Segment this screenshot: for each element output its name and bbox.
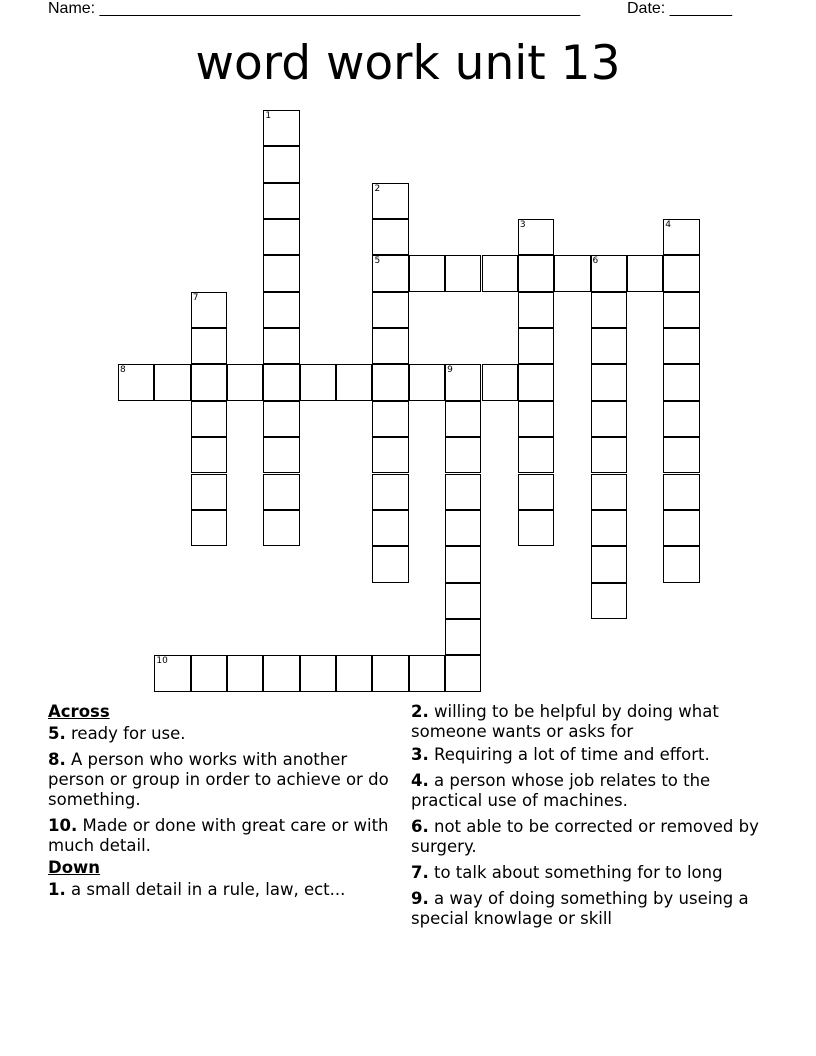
grid-cell xyxy=(482,255,518,291)
grid-cell xyxy=(227,655,263,691)
grid-cell xyxy=(263,183,299,219)
grid-cell xyxy=(591,474,627,510)
grid-cell xyxy=(336,364,372,400)
clue-down-4: 4. a person whose job relates to the practical use of machines. xyxy=(411,771,711,810)
grid-cell xyxy=(663,328,699,364)
grid-cell xyxy=(372,401,408,437)
grid-cell xyxy=(591,364,627,400)
clue-across-10: 10. Made or done with great care or with much detail. xyxy=(48,816,389,855)
across-heading: Across xyxy=(48,702,110,721)
clue-down-1: 1. a small detail in a rule, law, ect... xyxy=(48,880,346,899)
grid-cell xyxy=(445,364,481,400)
grid-cell xyxy=(409,655,445,691)
clue-down-9: 9. a way of doing something by useing a special knowlage or skill xyxy=(411,889,749,928)
clue-number: 3 xyxy=(519,220,526,231)
grid-cell xyxy=(263,328,299,364)
clue-number: 2 xyxy=(374,183,381,194)
grid-cell xyxy=(445,401,481,437)
grid-cell xyxy=(191,364,227,400)
clue-number: 1 xyxy=(265,111,272,121)
clues-left-column xyxy=(48,702,400,906)
grid-cell xyxy=(518,255,554,291)
clue-down-3: 3. Requiring a lot of time and effort. xyxy=(411,745,710,764)
grid-cell xyxy=(518,328,554,364)
clue-down-7: 7. to talk about something for to long xyxy=(411,863,723,882)
grid-cell xyxy=(554,255,590,291)
grid-cell xyxy=(663,510,699,546)
grid-cell xyxy=(663,546,699,582)
grid-cell xyxy=(663,401,699,437)
clue-number: 6 xyxy=(592,256,599,267)
grid-cell xyxy=(591,583,627,619)
clues-right-column xyxy=(411,702,761,935)
grid-cell xyxy=(482,364,518,400)
clue-number: 7 xyxy=(192,292,199,303)
grid-cell xyxy=(372,328,408,364)
grid-cell xyxy=(445,655,481,691)
grid-cell xyxy=(191,510,227,546)
grid-cell xyxy=(372,474,408,510)
grid-cell xyxy=(191,328,227,364)
clue-number: 4 xyxy=(665,220,671,231)
grid-cell xyxy=(445,255,481,291)
grid-cell xyxy=(372,510,408,546)
down-heading: Down xyxy=(48,858,101,877)
clue-number: 10 xyxy=(156,656,168,667)
grid-cell xyxy=(372,292,408,328)
clue-down-2: 2. willing to be helpful by doing what someone wants or asks for xyxy=(411,702,719,741)
grid-cell xyxy=(445,583,481,619)
grid-cell xyxy=(518,474,554,510)
grid-cell xyxy=(263,401,299,437)
clue-number: 5 xyxy=(374,256,381,267)
grid-cell xyxy=(154,364,190,400)
grid-cell xyxy=(591,546,627,582)
grid-cell xyxy=(372,546,408,582)
grid-cell xyxy=(591,510,627,546)
grid-cell xyxy=(263,655,299,691)
grid-cell xyxy=(372,183,408,219)
grid-cell xyxy=(663,474,699,510)
grid-cell xyxy=(518,219,554,255)
grid-cell xyxy=(663,437,699,473)
grid-cell xyxy=(263,292,299,328)
grid-cell xyxy=(227,364,263,400)
grid-cell xyxy=(263,146,299,182)
grid-cell xyxy=(663,219,699,255)
grid-cell xyxy=(663,364,699,400)
grid-cell xyxy=(263,474,299,510)
grid-cell xyxy=(372,655,408,691)
grid-cell xyxy=(627,255,663,291)
grid-cell xyxy=(263,364,299,400)
grid-cell xyxy=(372,255,408,291)
name-field-label: Name: ______________________________________________________ xyxy=(48,0,581,17)
grid-cell xyxy=(300,655,336,691)
grid-cell xyxy=(445,546,481,582)
grid-cell xyxy=(409,255,445,291)
grid-cell xyxy=(191,437,227,473)
clue-across-8: 8. A person who works with another person or group in order to achieve or do something. xyxy=(48,750,389,809)
grid-cell xyxy=(263,437,299,473)
grid-cell xyxy=(372,437,408,473)
grid-cell xyxy=(300,364,336,400)
page-title: word work unit 13 xyxy=(195,36,621,91)
grid-cell xyxy=(409,364,445,400)
grid-cell xyxy=(591,328,627,364)
clue-number: 8 xyxy=(120,365,126,376)
grid-cell xyxy=(591,292,627,328)
grid-cell xyxy=(263,110,299,146)
grid-cell xyxy=(518,510,554,546)
grid-cell xyxy=(518,364,554,400)
grid-cell xyxy=(591,255,627,291)
grid-cell xyxy=(263,255,299,291)
grid-cell xyxy=(445,474,481,510)
grid-cell xyxy=(191,401,227,437)
grid-cell xyxy=(263,219,299,255)
clue-down-6: 6. not able to be corrected or removed by surgery. xyxy=(411,817,759,856)
clue-across-5: 5. ready for use. xyxy=(48,724,186,743)
date-field-label: Date: _______ xyxy=(627,0,732,17)
grid-cell xyxy=(154,655,190,691)
grid-cell xyxy=(518,401,554,437)
grid-cell xyxy=(591,401,627,437)
grid-cell xyxy=(518,292,554,328)
grid-cell xyxy=(336,655,372,691)
grid-cell xyxy=(591,437,627,473)
grid-cell xyxy=(518,437,554,473)
clue-number: 9 xyxy=(447,365,453,376)
grid-cell xyxy=(191,292,227,328)
grid-cell xyxy=(663,255,699,291)
grid-cell xyxy=(663,292,699,328)
grid-cell xyxy=(191,655,227,691)
grid-cell xyxy=(372,219,408,255)
grid-cell xyxy=(372,364,408,400)
grid-cell xyxy=(445,510,481,546)
grid-cell xyxy=(191,474,227,510)
grid-cell xyxy=(445,619,481,655)
grid-cell xyxy=(445,437,481,473)
grid-cell xyxy=(263,510,299,546)
grid-cell xyxy=(118,364,154,400)
